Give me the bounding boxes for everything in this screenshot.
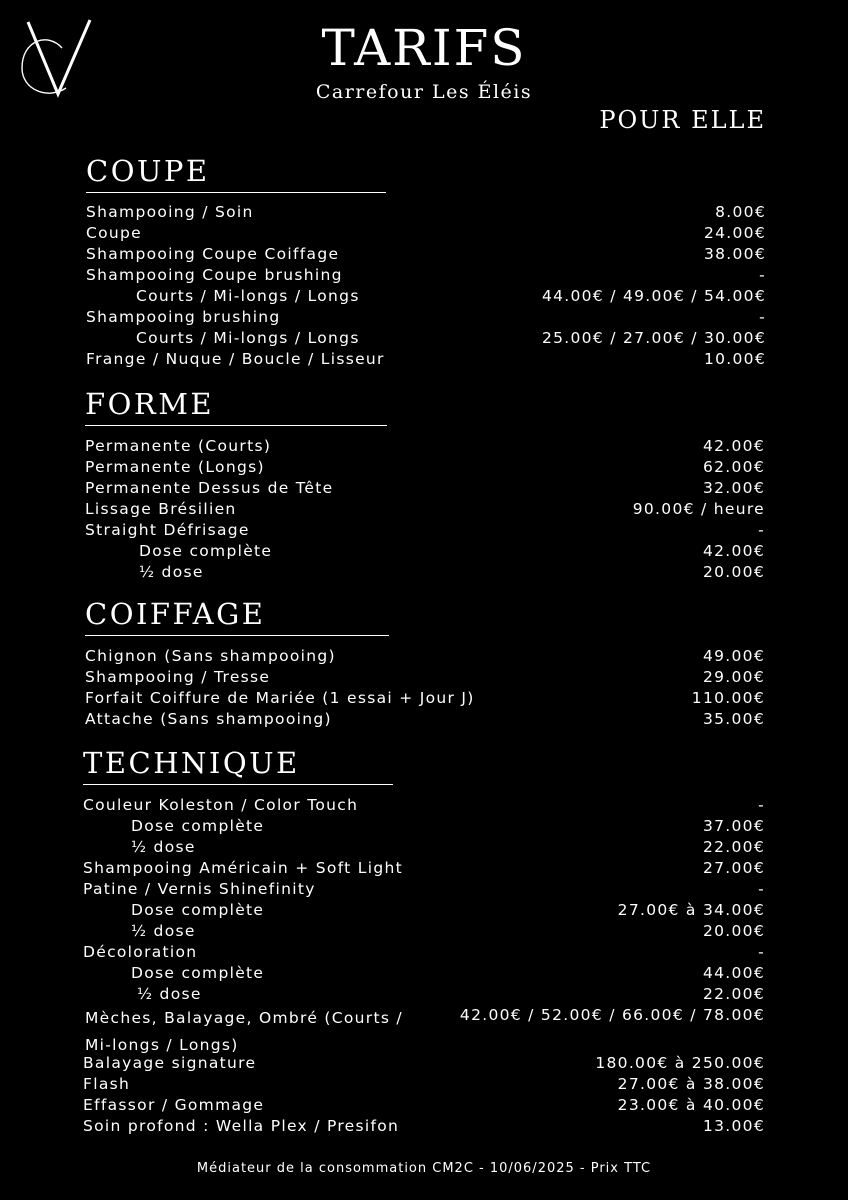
price-row <box>83 1074 765 1095</box>
price-row <box>85 709 765 730</box>
price-row <box>86 265 766 286</box>
price-row <box>83 795 765 816</box>
service-label: Courts / Mi-longs / Longs <box>136 329 360 347</box>
service-label: Dose complète <box>131 964 265 982</box>
price-row <box>85 478 765 499</box>
page-title: TARIFS <box>321 19 527 77</box>
service-price: 27.00€ à 34.00€ <box>617 901 765 919</box>
price-row <box>85 667 765 688</box>
service-label: Permanente (Courts) <box>85 437 272 455</box>
price-subrow <box>86 328 766 349</box>
service-price: 38.00€ <box>703 245 766 263</box>
service-label: Chignon (Sans shampooing) <box>85 647 336 665</box>
service-price: 20.00€ <box>702 563 765 581</box>
service-price: 32.00€ <box>702 479 765 497</box>
service-label: Coupe <box>86 224 143 242</box>
section-title-coiffage: COIFFAGE <box>85 596 389 636</box>
price-row <box>83 1053 765 1074</box>
service-price: 42.00€ / 52.00€ / 66.00€ / 78.00€ <box>459 1006 765 1024</box>
service-label: Straight Défrisage <box>85 521 250 539</box>
service-label: Soin profond : Wella Plex / Presifon <box>83 1117 400 1135</box>
price-row <box>83 1095 765 1116</box>
service-label: Lissage Brésilien <box>85 500 237 518</box>
service-price: 20.00€ <box>702 922 765 940</box>
price-subrow <box>85 562 765 583</box>
price-row <box>86 244 766 265</box>
service-label: ½ dose <box>131 838 196 856</box>
price-subrow <box>83 921 765 942</box>
service-label: Patine / Vernis Shinefinity <box>83 880 316 898</box>
section-forme <box>85 386 765 583</box>
service-label: Shampooing / Tresse <box>85 668 271 686</box>
price-row <box>85 688 765 709</box>
service-price: - <box>758 943 765 961</box>
price-subrow <box>83 900 765 921</box>
price-row <box>85 457 765 478</box>
service-price: 44.00€ / 49.00€ / 54.00€ <box>541 287 766 305</box>
price-row <box>86 349 766 370</box>
service-label: Dose complète <box>131 817 265 835</box>
service-price: 24.00€ <box>703 224 766 242</box>
section-coiffage <box>85 596 765 730</box>
price-row <box>85 436 765 457</box>
service-label: ½ dose <box>131 922 196 940</box>
service-price: 44.00€ <box>702 964 765 982</box>
service-label: Shampooing / Soin <box>86 203 254 221</box>
price-row <box>85 520 765 541</box>
price-subrow <box>83 816 765 837</box>
service-label: Shampooing brushing <box>86 308 281 326</box>
service-price: 180.00€ à 250.00€ <box>595 1054 765 1072</box>
service-label: Frange / Nuque / Boucle / Lisseur <box>86 350 385 368</box>
service-price: - <box>759 308 766 326</box>
price-row <box>83 1116 765 1137</box>
service-label: ½ dose <box>139 563 204 581</box>
section-title-coupe: COUPE <box>86 153 386 193</box>
price-row <box>86 307 766 328</box>
service-price: 8.00€ <box>715 203 766 221</box>
service-price: - <box>758 521 765 539</box>
price-subrow <box>83 984 765 1005</box>
price-subrow <box>83 963 765 984</box>
service-label: ½ dose <box>137 985 202 1003</box>
service-price: 25.00€ / 27.00€ / 30.00€ <box>541 329 766 347</box>
service-price: - <box>758 796 765 814</box>
service-price: 27.00€ à 38.00€ <box>617 1075 765 1093</box>
service-price: 110.00€ <box>691 689 765 707</box>
service-label: Shampooing Américain + Soft Light <box>83 859 403 877</box>
service-price: 37.00€ <box>702 817 765 835</box>
price-row <box>83 879 765 900</box>
service-price: 62.00€ <box>702 458 765 476</box>
service-price: 22.00€ <box>702 985 765 1003</box>
service-price: 42.00€ <box>702 542 765 560</box>
service-price: - <box>759 266 766 284</box>
service-price: 23.00€ à 40.00€ <box>617 1096 765 1114</box>
footer-note: Médiateur de la consommation CM2C - 10/06/2025 - Prix TTC <box>196 1161 652 1176</box>
page-subtitle: Carrefour Les Éléis <box>315 81 533 103</box>
service-price: - <box>758 880 765 898</box>
service-label: Balayage signature <box>83 1054 257 1072</box>
service-label: Forfait Coiffure de Mariée (1 essai + Jour J) <box>85 689 475 707</box>
section-title-technique: TECHNIQUE <box>83 745 393 785</box>
service-price: 49.00€ <box>702 647 765 665</box>
price-subrow <box>83 837 765 858</box>
service-price: 42.00€ <box>702 437 765 455</box>
service-label: Dose complète <box>131 901 265 919</box>
price-subrow <box>85 541 765 562</box>
service-price: 13.00€ <box>702 1117 765 1135</box>
service-label: Décoloration <box>83 943 198 961</box>
service-price: 35.00€ <box>702 710 765 728</box>
service-label: Shampooing Coupe Coiffage <box>86 245 340 263</box>
price-row <box>85 646 765 667</box>
service-label: Mèches, Balayage, Ombré (Courts / Mi-longs / Longs) <box>85 1009 403 1054</box>
service-label: Flash <box>83 1075 131 1093</box>
service-label: Courts / Mi-longs / Longs <box>136 287 360 305</box>
service-price: 27.00€ <box>702 859 765 877</box>
service-price: 90.00€ / heure <box>632 500 765 518</box>
audience-heading: POUR ELLE <box>599 106 766 134</box>
price-subrow <box>86 286 766 307</box>
service-label: Attache (Sans shampooing) <box>85 710 332 728</box>
service-label: Dose complète <box>139 542 273 560</box>
price-row <box>86 223 766 244</box>
service-label: Permanente (Longs) <box>85 458 265 476</box>
price-row <box>83 1005 765 1059</box>
price-row <box>86 202 766 223</box>
section-title-forme: FORME <box>85 386 387 426</box>
service-label: Effassor / Gommage <box>83 1096 265 1114</box>
price-row <box>85 499 765 520</box>
section-coupe <box>86 153 766 370</box>
price-row <box>83 858 765 879</box>
price-row <box>83 942 765 963</box>
service-label: Shampooing Coupe brushing <box>86 266 343 284</box>
service-label: Couleur Koleston / Color Touch <box>83 796 359 814</box>
service-label: Permanente Dessus de Tête <box>85 479 334 497</box>
section-technique <box>83 745 765 1137</box>
service-price: 22.00€ <box>702 838 765 856</box>
service-price: 29.00€ <box>702 668 765 686</box>
service-price: 10.00€ <box>703 350 766 368</box>
